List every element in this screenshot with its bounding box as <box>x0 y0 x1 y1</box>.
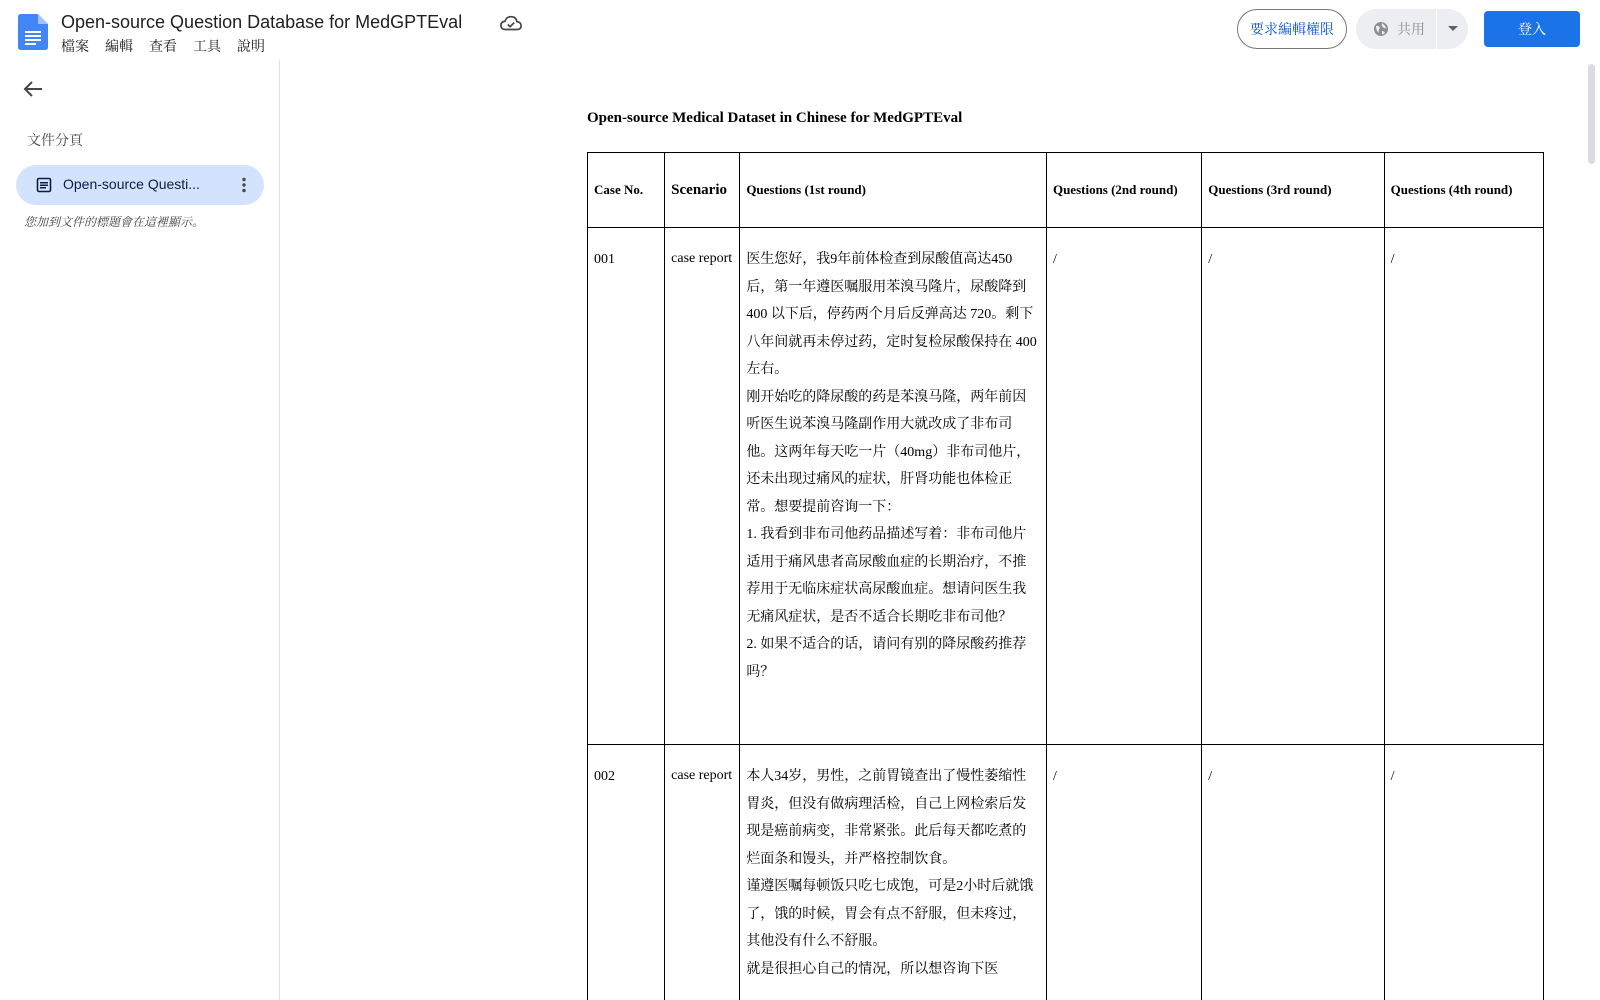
vertical-scrollbar[interactable] <box>1584 60 1600 1000</box>
menu-bar <box>61 36 281 56</box>
menu-edit[interactable]: 編輯 <box>105 38 133 54</box>
share-button[interactable] <box>1356 9 1436 49</box>
cloud-status-icon[interactable] <box>500 14 522 34</box>
question-2nd-cell: / <box>1046 745 1201 1000</box>
document-tabs-sidebar <box>0 60 280 1000</box>
back-arrow-icon[interactable] <box>20 76 46 102</box>
sidebar-tab-label: Open-source Questi... <box>63 176 200 192</box>
more-options-icon[interactable] <box>234 175 254 195</box>
column-header: Scenario <box>665 153 740 228</box>
share-label: 共用 <box>1397 21 1425 37</box>
sidebar-tab-active[interactable] <box>16 165 264 205</box>
question-paragraph: 刚开始吃的降尿酸的药是苯溴马隆，两年前因听医生说苯溴马隆副作用大就改成了非布司他。这两年每天吃一片（40mg）非布司他片，还未出现过痛风的症状，肝肾功能也体检正常。想要提前咨询一下： <box>746 389 1031 515</box>
question-1st-cell <box>740 228 1047 745</box>
question-3rd-cell: / <box>1202 745 1384 1000</box>
app-header <box>0 0 1600 60</box>
question-table <box>587 152 1544 1000</box>
menu-file[interactable]: 檔案 <box>61 38 89 54</box>
share-dropdown-button[interactable] <box>1437 9 1468 49</box>
question-3rd-cell: / <box>1202 228 1384 745</box>
scenario-cell: case report <box>665 228 740 745</box>
menu-view[interactable]: 查看 <box>149 38 177 54</box>
column-header: Questions (1st round) <box>740 153 1047 228</box>
scenario-cell: case report <box>665 745 740 1000</box>
question-paragraph: 就是很担心自己的情况，所以想咨询下医 <box>746 961 999 977</box>
question-paragraph: 2. 如果不适合的话，请问有别的降尿酸药推荐吗？ <box>746 637 1027 680</box>
caret-down-icon <box>1448 26 1458 32</box>
globe-icon <box>1373 21 1389 37</box>
scrollbar-thumb[interactable] <box>1588 64 1595 164</box>
case-number-cell: 001 <box>588 228 665 745</box>
question-paragraph: 本人34岁，男性，之前胃镜查出了慢性萎缩性胃炎，但没有做病理活检，自己上网检索后发现是癌前病变，非常紧张。此后每天都吃煮的烂面条和馒头，并严格控制饮食。 <box>746 769 1027 867</box>
column-header: Questions (2nd round) <box>1046 153 1201 228</box>
question-1st-cell <box>740 745 1047 1000</box>
document-icon <box>36 177 52 193</box>
table-header-row <box>588 153 1544 228</box>
question-4th-cell: / <box>1384 228 1543 745</box>
menu-help[interactable]: 說明 <box>237 38 265 54</box>
document-tabs-heading: 文件分頁 <box>27 132 83 148</box>
question-2nd-cell: / <box>1046 228 1201 745</box>
request-edit-access-button[interactable]: 要求編輯權限 <box>1237 9 1347 49</box>
table-row <box>588 228 1544 745</box>
document-canvas <box>281 60 1581 1000</box>
login-button[interactable]: 登入 <box>1484 11 1580 47</box>
google-docs-logo-icon[interactable] <box>18 14 48 50</box>
table-row <box>588 745 1544 1000</box>
menu-tools[interactable]: 工具 <box>193 38 221 54</box>
case-number-cell: 002 <box>588 745 665 1000</box>
share-button-group <box>1356 9 1468 49</box>
column-header: Questions (3rd round) <box>1202 153 1384 228</box>
question-paragraph: 1. 我看到非布司他药品描述写着：非布司他片适用于痛风患者高尿酸血症的长期治疗，不推荐用于无临床症状高尿酸血症。想请问医生我无痛风症状，是否不适合长期吃非布司他？ <box>746 527 1027 625</box>
column-header: Case No. <box>588 153 665 228</box>
document-heading: Open-source Medical Dataset in Chinese for MedGPTEval <box>587 110 963 126</box>
question-paragraph: 医生您好，我9年前体检查到尿酸值高达450后，第一年遵医嘱服用苯溴马隆片，尿酸降到 400 以下后，停药两个月后反弹高达 720。剩下八年间就再未停过药，定时复检尿酸保持在 400 左右。 <box>746 252 1037 377</box>
tabs-hint-text: 您加到文件的標題會在這裡顯示。 <box>24 215 205 229</box>
column-header: Questions (4th round) <box>1384 153 1543 228</box>
question-4th-cell: / <box>1384 745 1543 1000</box>
question-paragraph: 谨遵医嘱每顿饭只吃七成饱，可是2小时后就饿了，饿的时候，胃会有点不舒服，但未疼过，其他没有什么不舒服。 <box>746 879 1034 949</box>
document-title[interactable]: Open-source Question Database for MedGPTEval <box>61 12 463 32</box>
